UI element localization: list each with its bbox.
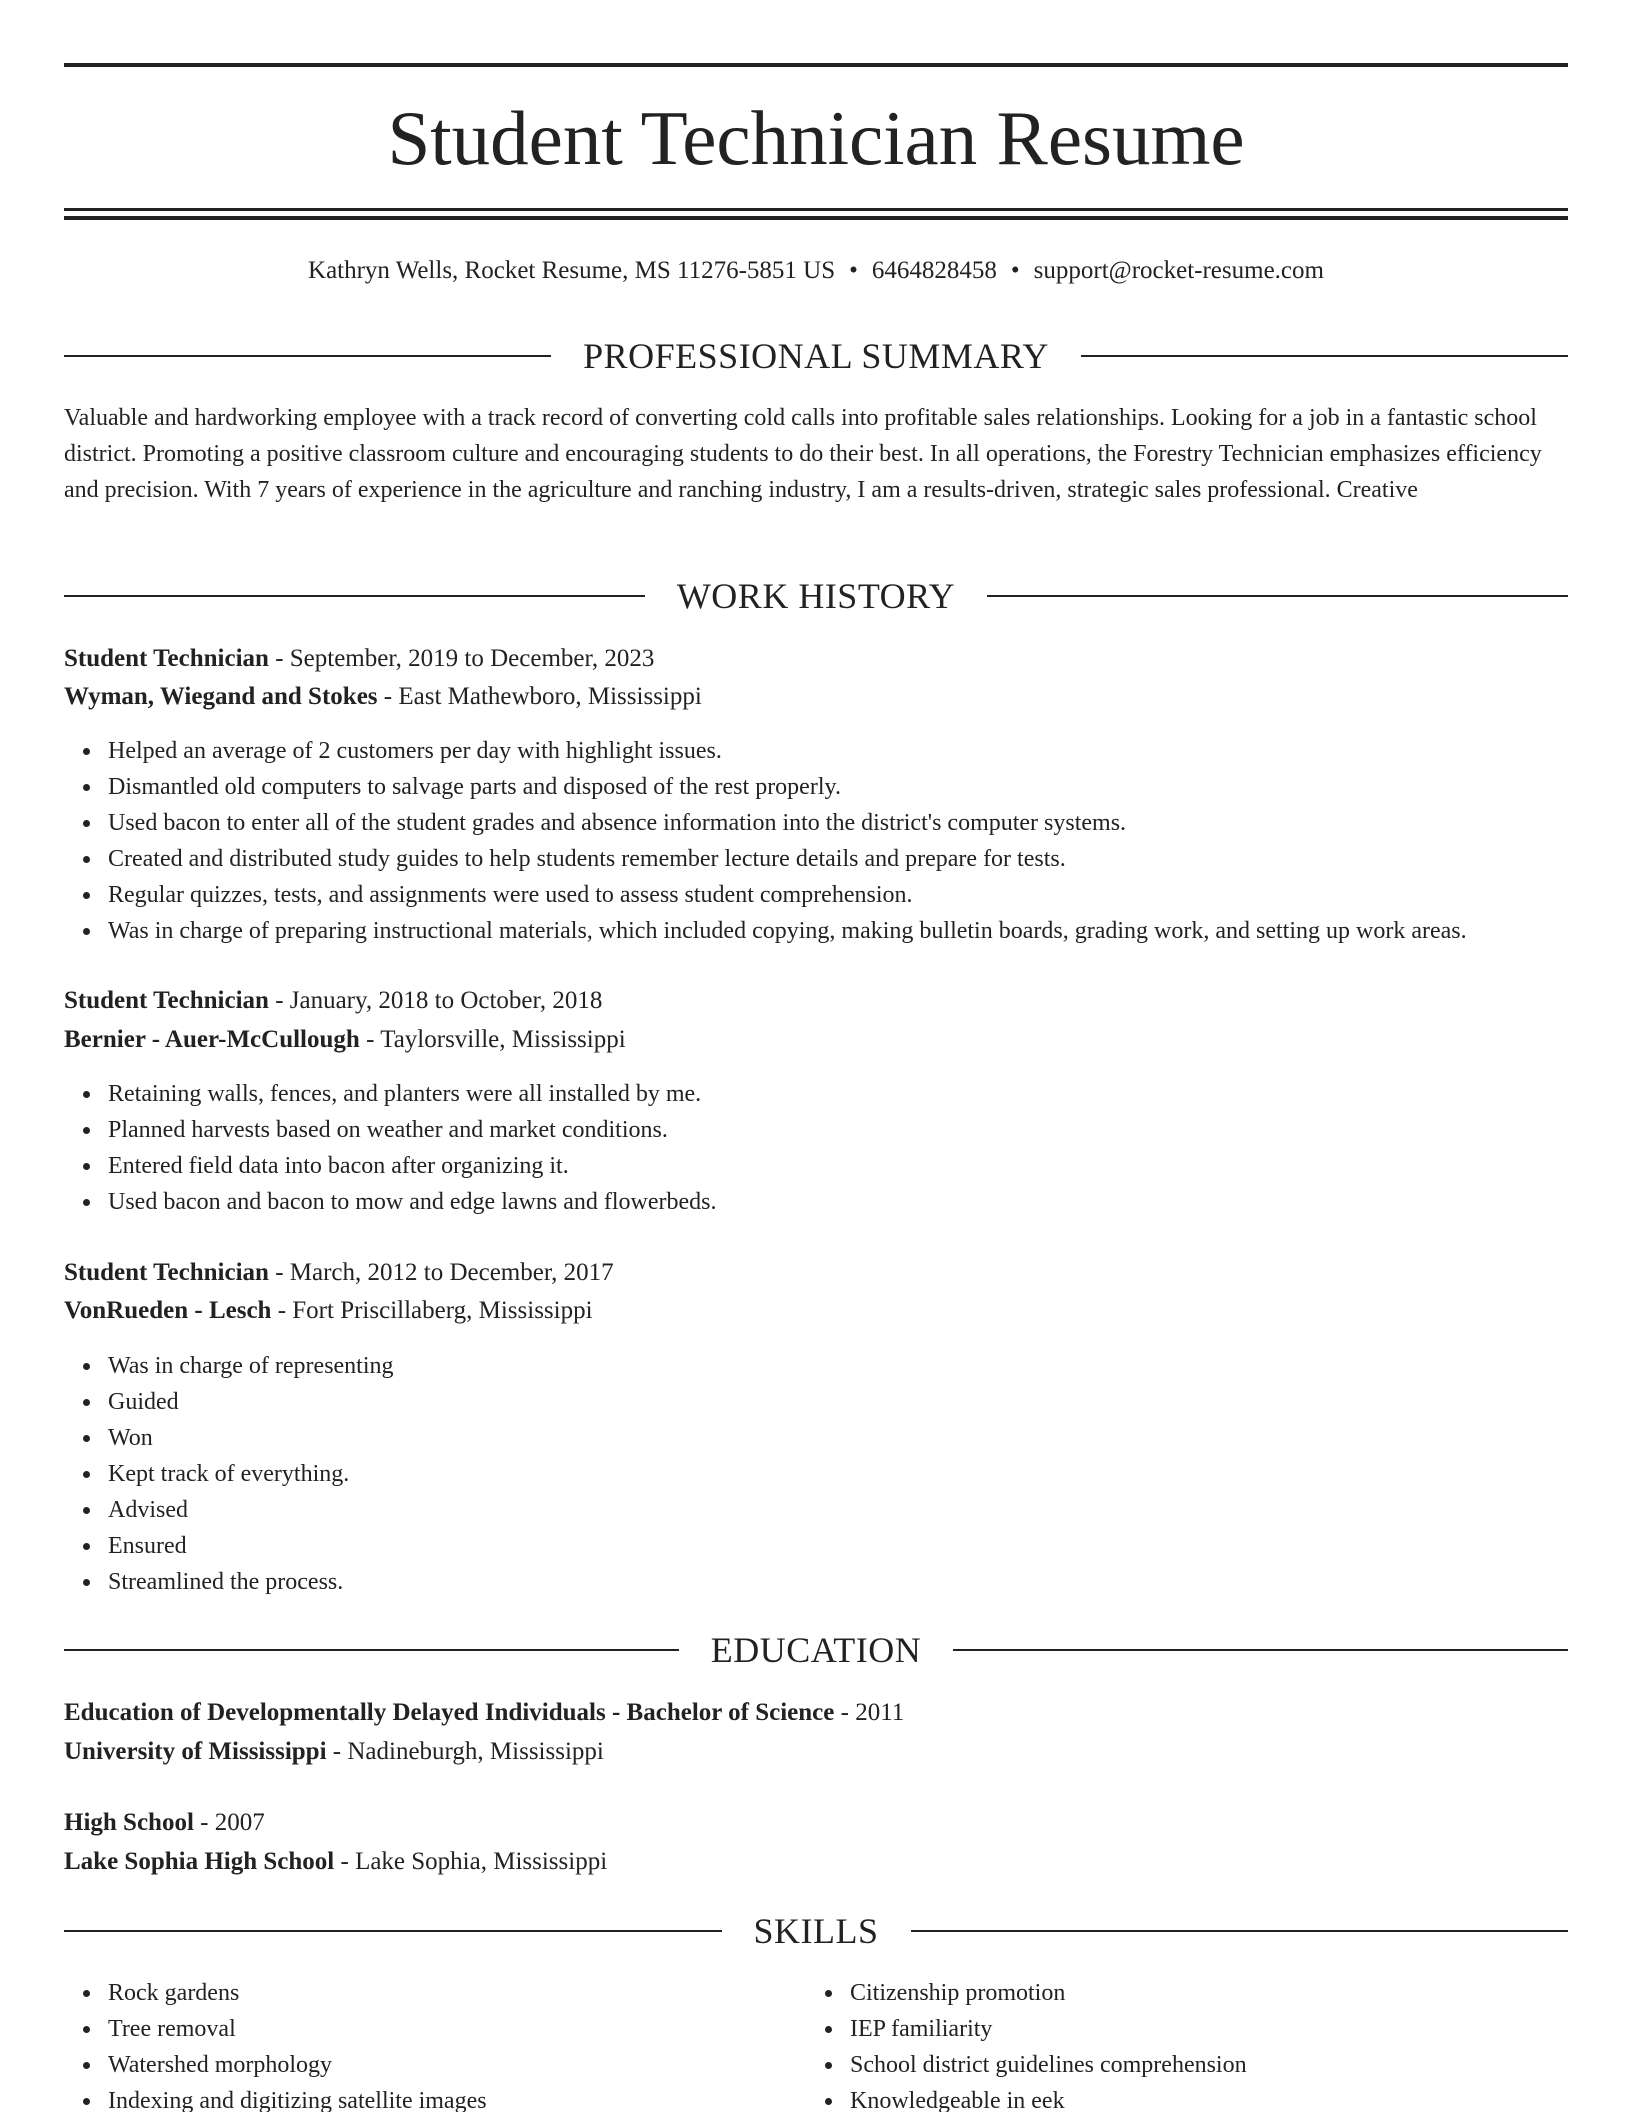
- list-item: Regular quizzes, tests, and assignments were used to assess student comprehension.: [108, 877, 1467, 913]
- contact-separator: •: [1010, 257, 1020, 284]
- job-company-line: [64, 1022, 1568, 1058]
- list-item: Rock gardens: [108, 1975, 487, 2011]
- heading-rule: [1081, 355, 1568, 357]
- job-dates: January, 2018 to October, 2018: [289, 987, 603, 1014]
- list-item: Used bacon and bacon to mow and edge lawns and flowerbeds.: [108, 1184, 716, 1220]
- skills-list-right: [806, 1975, 1247, 2112]
- list-item: Won: [108, 1420, 394, 1456]
- job-bullet-list: [64, 733, 1467, 949]
- heading-rule: [911, 1930, 1569, 1932]
- skills-columns: [64, 1975, 1568, 2112]
- list-item: Dismantled old computers to salvage parts and disposed of the rest properly.: [108, 769, 1467, 805]
- section-heading-work: [64, 574, 1568, 618]
- education-degree: High School: [64, 1809, 194, 1836]
- job-bullet-list: [64, 1348, 394, 1600]
- skills-list-left: [64, 1975, 487, 2112]
- list-item: Planned harvests based on weather and market conditions.: [108, 1112, 716, 1148]
- list-item: Watershed morphology: [108, 2047, 487, 2083]
- contact-email: support@rocket-resume.com: [1033, 257, 1324, 284]
- list-item: Retaining walls, fences, and planters were all installed by me.: [108, 1076, 716, 1112]
- education-location: Nadineburgh, Mississippi: [347, 1738, 604, 1765]
- list-item: Was in charge of preparing instructional materials, which included copying, making bulletin boards, grading work, and setting up work areas.: [108, 913, 1467, 949]
- job-title: Student Technician: [64, 645, 269, 672]
- heading-rule: [987, 595, 1568, 597]
- dash: -: [326, 1738, 348, 1765]
- summary-text: Valuable and hardworking employee with a track record of converting cold calls into profitable sales relationships. Looking for a job in a fantastic school district. Promoting a positive classroom culture and encouraging students to do their best. In all operations, the Forestry Technician emphasizes efficiency and precision. With 7 years of experience in the agriculture and ranching industry, I am a results-driven, strategic sales professional. Creative: [64, 405, 1542, 503]
- job-company-line: [64, 679, 1568, 715]
- dash: -: [377, 683, 399, 710]
- dash: -: [193, 1809, 215, 1836]
- section-heading-skills: [64, 1909, 1568, 1953]
- list-item: Helped an average of 2 customers per day with highlight issues.: [108, 733, 1467, 769]
- education-school-line: [64, 1734, 1568, 1770]
- section-heading-summary: [64, 334, 1568, 378]
- list-item: School district guidelines comprehension: [850, 2047, 1247, 2083]
- education-school: University of Mississippi: [64, 1738, 327, 1765]
- list-item: Was in charge of representing: [108, 1348, 394, 1384]
- list-item: Indexing and digitizing satellite images: [108, 2083, 487, 2112]
- education-location: Lake Sophia, Mississippi: [355, 1848, 608, 1875]
- list-item: Guided: [108, 1384, 394, 1420]
- dash: -: [271, 1297, 293, 1324]
- list-item: Citizenship promotion: [850, 1975, 1247, 2011]
- education-degree: Education of Developmentally Delayed Individuals - Bachelor of Science: [64, 1699, 835, 1726]
- education-year: 2011: [855, 1699, 905, 1726]
- job-company: VonRueden - Lesch: [64, 1297, 272, 1324]
- contact-phone: 6464828458: [871, 257, 997, 284]
- job-title: Student Technician: [64, 1259, 269, 1286]
- dash: -: [268, 1259, 290, 1286]
- contact-line: [64, 254, 1568, 288]
- education-school: Lake Sophia High School: [64, 1848, 335, 1875]
- title-rule-lower: [64, 216, 1568, 220]
- list-item: Streamlined the process.: [108, 1564, 394, 1600]
- job-company: Wyman, Wiegand and Stokes: [64, 683, 378, 710]
- dash: -: [359, 1026, 381, 1053]
- list-item: Entered field data into bacon after organizing it.: [108, 1148, 716, 1184]
- job-title-line: [64, 1255, 1568, 1291]
- job-title-line: [64, 641, 1568, 677]
- list-item: Advised: [108, 1492, 394, 1528]
- education-school-line: [64, 1844, 1568, 1880]
- dash: -: [334, 1848, 356, 1875]
- section-heading-label: WORK HISTORY: [676, 576, 956, 616]
- heading-rule: [64, 1930, 722, 1932]
- top-rule: [64, 63, 1568, 67]
- dash: -: [268, 987, 290, 1014]
- job-dates: September, 2019 to December, 2023: [289, 645, 655, 672]
- education-year: 2007: [214, 1809, 265, 1836]
- page-title: Student Technician Resume: [387, 95, 1245, 181]
- section-heading-label: SKILLS: [753, 1911, 879, 1951]
- job-location: East Mathewboro, Mississippi: [398, 683, 702, 710]
- education-degree-line: [64, 1805, 1568, 1841]
- heading-rule: [64, 1649, 679, 1651]
- contact-separator: •: [849, 257, 858, 284]
- list-item: Used bacon to enter all of the student grades and absence information into the district's computer systems.: [108, 805, 1467, 841]
- list-item: Ensured: [108, 1528, 394, 1564]
- section-heading-label: EDUCATION: [710, 1630, 922, 1670]
- list-item: Kept track of everything.: [108, 1456, 394, 1492]
- job-title-line: [64, 983, 1568, 1019]
- job-company: Bernier - Auer-McCullough: [64, 1026, 360, 1053]
- dash: -: [268, 645, 290, 672]
- education-degree-line: [64, 1695, 1568, 1731]
- section-heading-label: PROFESSIONAL SUMMARY: [583, 336, 1049, 376]
- list-item: Tree removal: [108, 2011, 487, 2047]
- list-item: Knowledgeable in eek: [850, 2083, 1247, 2112]
- job-dates: March, 2012 to December, 2017: [289, 1259, 614, 1286]
- title-rule-upper: [64, 208, 1568, 211]
- heading-rule: [64, 355, 551, 357]
- heading-rule: [64, 595, 645, 597]
- job-bullet-list: [64, 1076, 716, 1220]
- list-item: Created and distributed study guides to help students remember lecture details and prepare for tests.: [108, 841, 1467, 877]
- job-location: Fort Priscillaberg, Mississippi: [292, 1297, 593, 1324]
- job-company-line: [64, 1293, 1568, 1329]
- job-location: Taylorsville, Mississippi: [380, 1026, 626, 1053]
- list-item: IEP familiarity: [850, 2011, 1247, 2047]
- section-heading-education: [64, 1628, 1568, 1672]
- job-title: Student Technician: [64, 987, 269, 1014]
- heading-rule: [953, 1649, 1568, 1651]
- dash: -: [834, 1699, 856, 1726]
- contact-address: Kathryn Wells, Rocket Resume, MS 11276-5851 US: [308, 257, 836, 284]
